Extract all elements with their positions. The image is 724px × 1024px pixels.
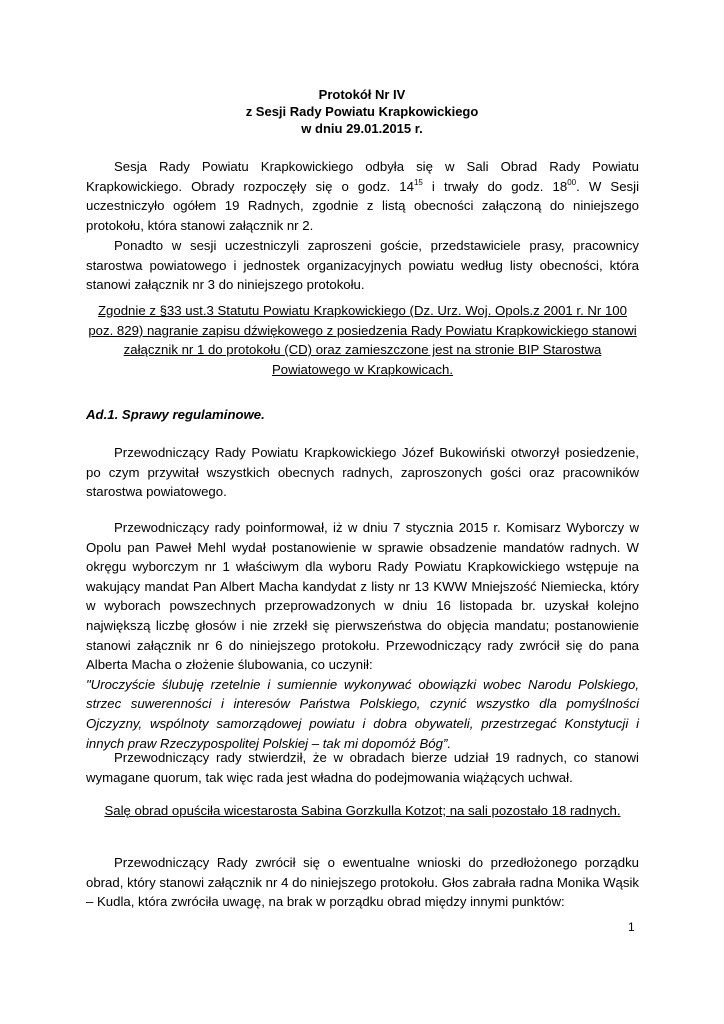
opening-paragraph: Przewodniczący Rady Powiatu Krapkowickiego Józef Bukowiński otworzył posiedzenie, po czym przywitał wszystkich obecnych radnych, zaproszonych gości oraz pracowników starostwa powiatowego. <box>86 445 639 500</box>
mandate-text: Przewodniczący rady poinformował, iż w dniu 7 stycznia 2015 r. Komisarz Wyborczy w Opolu pan Paweł Mehl wydał postanowienie w sprawie obsadzenie mandatów radnych. W okręgu wyborczym nr 1 właściwym dla wyboru Rady Powiatu Krapkowickiego wstępuje na wakujący mandat Pan Albert Macha kandydat z listy nr 13 KWW Mniejszość Niemiecka, który w wyborach powszechnych przeprowadzonych w dniu 16 listopada br. uzyskał kolejno największą liczbę głosów i nie zrzekł się pierwszeństwa do objęcia mandatu; postanowienie stanowi załącznik nr 6 do niniejszego protokołu. Przewodniczący rady zwrócił się do pana Alberta Macha o złożenie ślubowania, co uczynił: <box>86 520 639 673</box>
section-heading-regulations: Ad.1. Sprawy regulaminowe. <box>86 407 265 422</box>
intro-text-1: Sesja Rady Powiatu Krapkowickiego odbyła się w Sali Obrad Rady Powiatu Krapkowickiego. Obrady rozpoczęły się o godz. 14 <box>86 159 639 194</box>
oath-text: "Uroczyście ślubuję rzetelnie i sumiennie wykonywać obowiązki wobec Narodu Polskiego, strzec suwerenności i interesów Państwa Polskiego, czynić wszystko dla pomyślności Ojczyzny, wspólnoty samorządowej powiatu i dobra obywateli, przestrzegać Konstytucji i innych praw Rzeczypospolitej Polskiej – tak mi dopomóż Bóg”. <box>86 676 639 751</box>
title-date: w dniu 29.01.2015 r. <box>301 121 423 136</box>
page-number: 1 <box>628 920 635 934</box>
intro-text-2: i trwały do godz. 18 <box>422 178 568 194</box>
quorum-paragraph: Przewodniczący rady stwierdził, że w obradach bierze udział 19 radnych, co stanowi wymagane quorum, tak więc rada jest władna do podejmowania wiążących uchwał. <box>86 750 639 785</box>
departure-note: Salę obrad opuściła wicestarosta Sabina Gorzkulla Kotzot; na sali pozostało 18 radnych. <box>104 803 621 818</box>
intro-paragraph <box>86 157 639 235</box>
document-title <box>0 86 724 137</box>
title-session: z Sesji Rady Powiatu Krapkowickiego <box>245 104 479 119</box>
agenda-paragraph: Przewodniczący Rady zwrócił się o ewentualne wnioski do przedłożonego porządku obrad, który stanowi załącznik nr 4 do niniejszego protokołu. Głos zabrała radna Monika Wąsik – Kudla, która zwróciła uwagę, na brak w porządku obrad między innymi punktów: <box>86 855 639 910</box>
end-minutes: 00 <box>567 177 577 187</box>
start-minutes: 15 <box>413 177 423 187</box>
guests-paragraph: Ponadto w sesji uczestniczyli zaproszeni goście, przedstawiciele prasy, pracownicy starostwa powiatowego i jednostek organizacyjnych powiatu według listy obecności, która stanowi załącznik nr 3 do niniejszego protokołu. <box>86 238 639 293</box>
recording-note: Zgodnie z §33 ust.3 Statutu Powiatu Krapkowickiego (Dz. Urz. Woj. Opols.z 2001 r. Nr 100 poz. 829) nagranie zapisu dźwiękowego z posiedzenia Rady Powiatu Krapkowickiego stanowi załącznik nr 1 do protokołu (CD) oraz zamieszczone jest na stronie BIP Starostwa Powiatowego w Krapkowicach. <box>88 303 637 377</box>
mandate-paragraph <box>86 518 639 753</box>
title-protocol-number: Protokół Nr IV <box>318 87 406 102</box>
intro-text-3: . W Sesji uczestniczyło ogółem 19 Radnych, zgodnie z listą obecności załączoną do niniejszego protokołu, która stanowi załącznik nr 2. <box>86 178 640 233</box>
